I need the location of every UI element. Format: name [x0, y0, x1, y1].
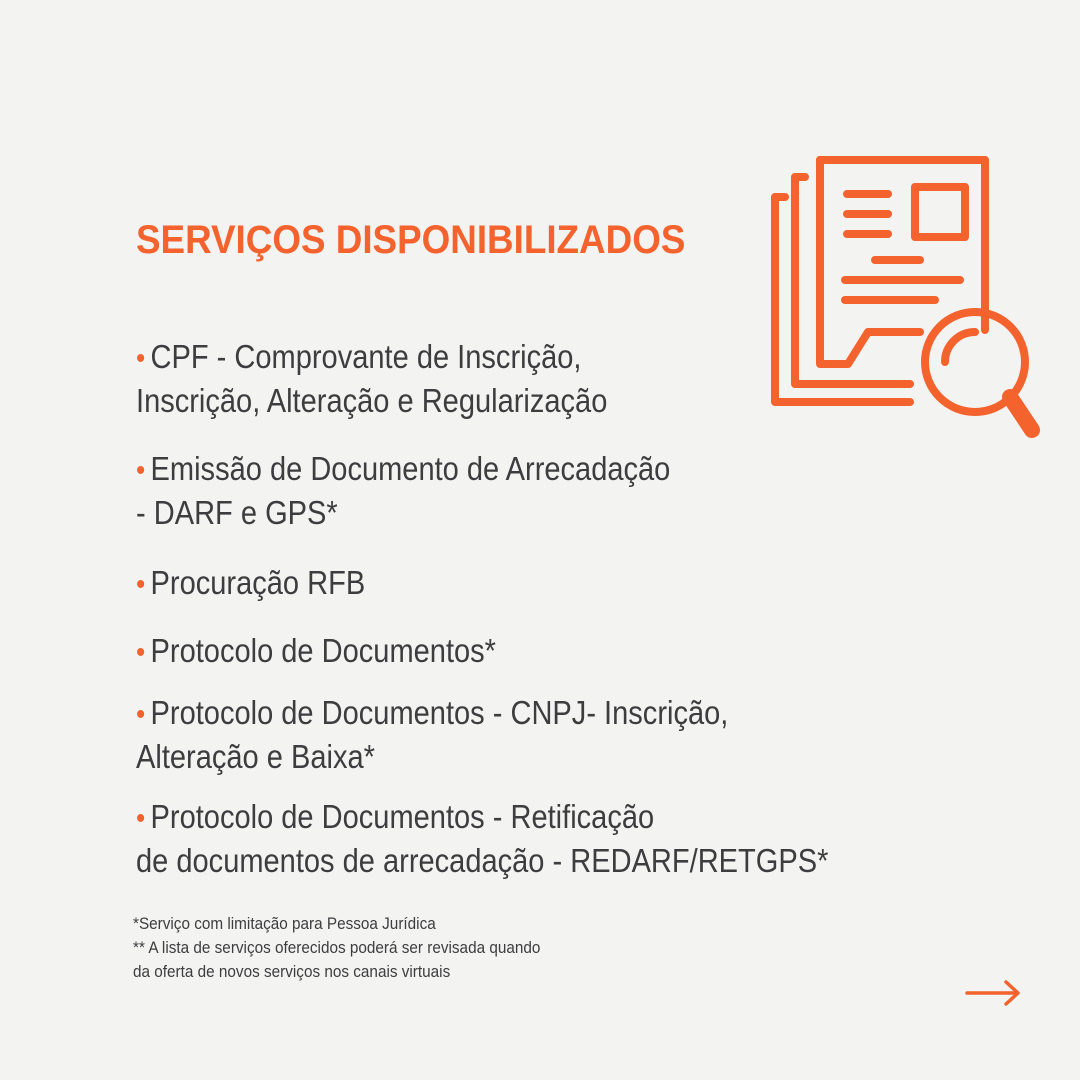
- arrow-right-icon[interactable]: [964, 978, 1022, 1008]
- page-title: SERVIÇOS DISPONIBILIZADOS: [136, 218, 686, 262]
- footnote: *Serviço com limitação para Pessoa Jurídica: [133, 914, 436, 933]
- bullet: •: [136, 698, 146, 731]
- list-item: • Protocolo de Documentos*: [136, 632, 496, 669]
- bullet: •: [136, 342, 146, 375]
- bullet: •: [136, 636, 146, 669]
- list-item: • CPF - Comprovante de Inscrição, Inscrição, Alteração e Regularização: [136, 338, 608, 419]
- bullet: •: [136, 802, 146, 835]
- footnote: ** A lista de serviços oferecidos poderá ser revisada quando: [133, 938, 541, 957]
- bullet: •: [136, 568, 146, 601]
- list-item: • Procuração RFB: [136, 564, 366, 601]
- list-item: • Protocolo de Documentos - CNPJ- Inscrição, Alteração e Baixa*: [136, 694, 729, 775]
- footnotes: [133, 912, 540, 984]
- bullet: •: [136, 454, 146, 487]
- footnote: da oferta de novos serviços nos canais virtuais: [133, 962, 451, 981]
- document-search-icon: [770, 152, 1045, 442]
- list-item: • Emissão de Documento de Arrecadação - DARF e GPS*: [136, 450, 671, 531]
- list-item: • Protocolo de Documentos - Retificação de documentos de arrecadação - REDARF/RETGPS*: [136, 798, 829, 879]
